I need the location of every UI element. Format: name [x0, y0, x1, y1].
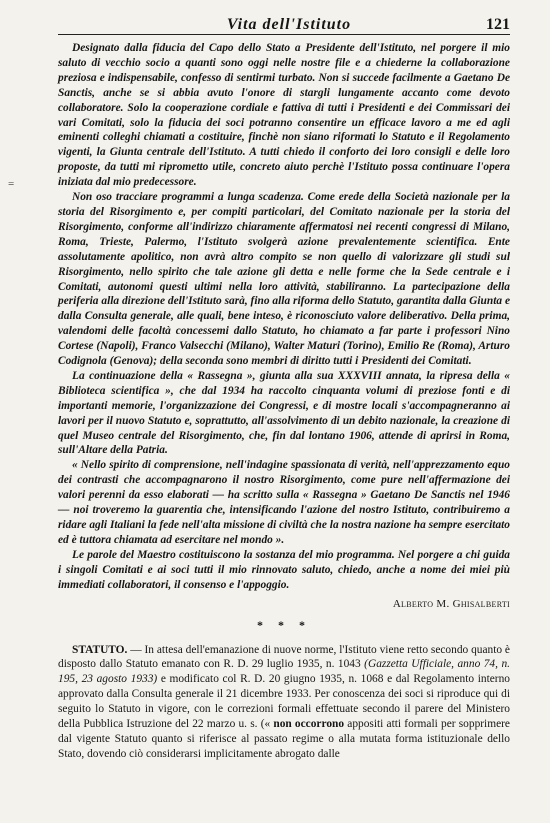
statuto-heading: STATUTO.	[72, 643, 128, 656]
address-text	[58, 41, 510, 593]
section-separator: * * *	[257, 617, 311, 632]
paragraph-intro: Designato dalla fiducia del Capo dello Stato a Presidente dell'Istituto, nel porgere il mio saluto di vecchio socio a quanti sono oggi nelle nostre file e a chiederne la collaborazione preziosa e indispensabile, confesso di sentirmi turbato. Non si succede facilmente a Gaetano De Sanctis, anche se si abbia avuto l'onore di stargli lungamente accanto come devoto collaboratore. Solo la cooperazione cordiale e fattiva di tutti i Presidenti e dei Commissari dei vari Comitati, solo la fiducia dei soci potranno consentire un efficace lavoro a me ed agli eminenti colleghi chiamati a costituire, finchè non siano riformati lo Statuto e il Regolamento vigenti, la Giunta centrale dell'Istituto. A tutti chiedo il conforto dei loro consigli e delle loro proposte, da tutti mi riprometto utile, concreto aiuto perchè l'Istituto possa continuare l'opera iniziata dal mio predecessore.	[58, 42, 510, 189]
paragraph-closing: Le parole del Maestro costituiscono la sostanza del mio programma. Nel porgere a chi guida i singoli Comitati e ai soci tutti il mio rinnovato saluto, chiedo, anche a nome dei miei più immediati collaboratori, il consenso e l'appoggio.	[58, 548, 510, 591]
paragraph-quote: « Nello spirito di comprensione, nell'indagine spassionata di verità, nell'apprezzamento equo dei contrasti che accompagnarono il nostro Risorgimento, come pure nell'affermazione dei valori perenni da esso elaborati — ha scritto sulla « Rassegna » Gaetano De Sanctis nel 1946 — noi troveremo la guarentia che, intensificando l'azione del nostro Istituto, contribuiremo a ridare agli Italiani la fede nell'alta missione di civiltà che la nostra nazione ha sempre esercitato ed è tuttora chiamata ad esercitare nel mondo ».	[58, 459, 510, 546]
margin-mark: =	[8, 178, 15, 190]
paragraph-programme: Non oso tracciare programmi a lunga scadenza. Come erede della Società nazionale per la storia del Risorgimento e, per compiti particolari, del Comitato nazionale per la storia del Risorgimento, conforme all'indirizzo chiaramente affermatosi nei recenti congressi di Milano, Roma, Trieste, Palermo, l'Istituto svolgerà azione prevalentemente scientifica. Ente assolutamente apolitico, non avrà altro compito se non quello di valorizzare gli studi sul Risorgimento, nello spirito che tale azione gli detta e nelle forme che la Sede centrale e i Comitati, autonomi questi ultimi nella loro attività, stabiliranno. La partecipazione della periferia alla direzione dell'Istituto sarà, fino alla riforma dello Statuto, garantita dalla Giunta e dalla Consulta generale, alle quali, bene inteso, è riconosciuto valore deliberativo. Della prima, valendomi delle facoltà concessemi dallo Statuto, ho chiamato a far parte i professori Nino Cortese (Napoli), Franco Valsecchi (Milano), Walter Maturi (Torino), Emilio Re (Roma), Arturo Codignola (Genova); della seconda sono membri di diritto tutti i Presidenti dei Comitati.	[58, 191, 510, 368]
signature	[58, 598, 510, 610]
statuto-text-b: e modificato col R. D. 20 giugno 1935, n. 1068 e dal Regolamento interno approvato dalla Consulta generale il 21 dicembre 1933. Per conoscenza dei soci si riproduce qui di seguito lo Statuto in vigore, con le correzioni formali effettuate secondo il parere del Ministero della Pubblica Istruzione del 22 marzo u. s. («	[58, 673, 510, 731]
statuto-emphasis: non occorrono	[273, 718, 345, 731]
paragraph-rassegna: La continuazione della « Rassegna », giunta alla sua XXXVIII annata, la ripresa della « Biblioteca scientifica », che dal 1934 ha raccolto cinquanta volumi di preziose fonti e di importanti memorie, l'organizzazione dei Congressi, e di mostre locali s'accompagneranno ai lavori per il nuovo Statuto e, soprattutto, all'assolvimento di un debito nazionale, la creazione di quel Museo centrale del Risorgimento, che, fin dal lontano 1906, attende di aprirsi in Roma, sull'Altare della Patria.	[58, 369, 510, 457]
page-header	[58, 12, 510, 35]
running-title: Vita dell'Istituto	[226, 16, 352, 33]
statuto-text-c: appositi atti formali per sopprimere dal vigente Statuto quanto si riferisce al passato regime o alla mutata forma istituzionale dello Stato, dovendo ciò considerarsi implicitamente abrogato dalle	[58, 718, 510, 760]
statuto-text-a: — In attesa dell'emanazione di nuove norme, l'Istituto viene retto secondo quanto è disposto dallo Statuto emanato con R. D. 29 luglio 1935, n. 1043	[58, 643, 510, 671]
signature-name: Alberto M. Ghisalberti	[392, 597, 510, 610]
page-number: 121	[486, 16, 510, 33]
statuto-paragraph	[58, 643, 510, 762]
statuto-citation: (Gazzetta Ufficiale, anno 74, n. 195, 23 agosto 1933)	[58, 658, 510, 686]
